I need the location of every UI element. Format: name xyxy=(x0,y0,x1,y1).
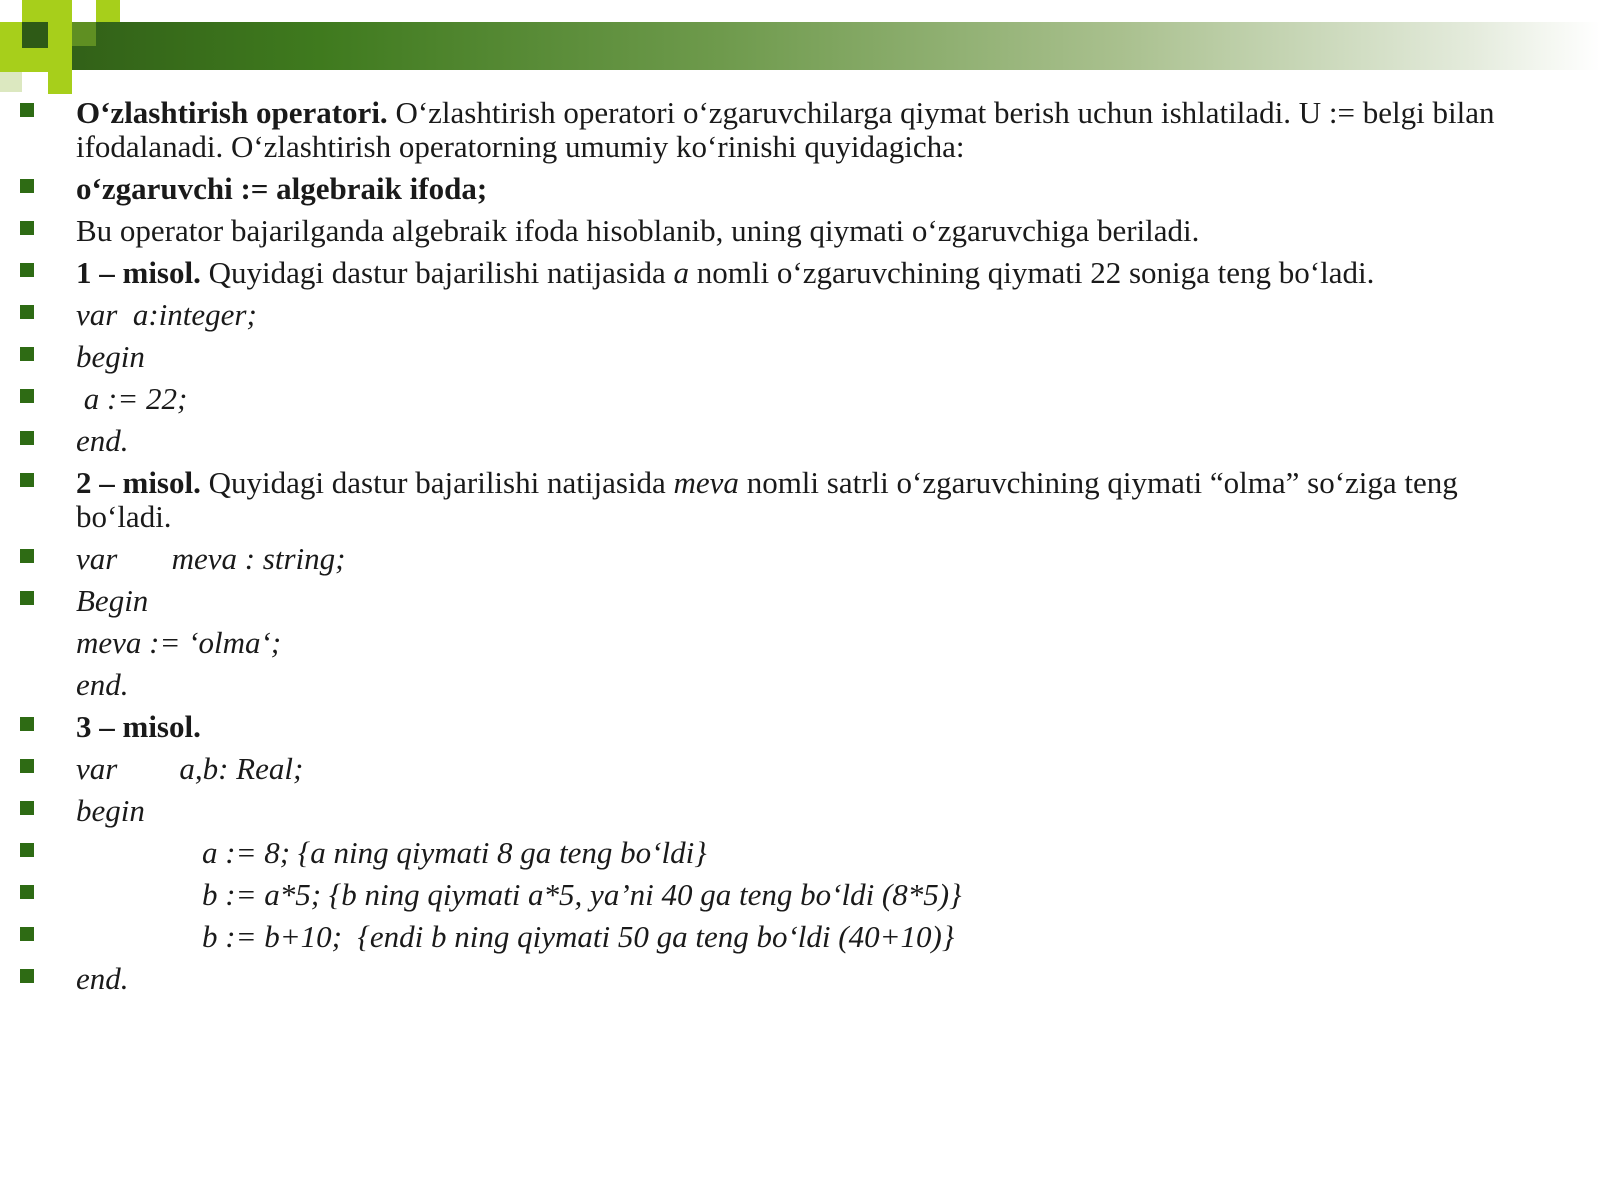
corner-square-decoration xyxy=(96,0,120,22)
code-text: meva := ‘olma‘; xyxy=(76,625,282,660)
square-bullet-icon xyxy=(20,221,34,235)
code-text: end. xyxy=(76,667,129,702)
code-text: end. xyxy=(76,961,129,996)
code-line xyxy=(0,424,1560,458)
square-bullet-icon xyxy=(20,473,34,487)
example-label: 3 – misol. xyxy=(76,709,201,744)
square-bullet-icon xyxy=(20,347,34,361)
code-line xyxy=(0,340,1560,374)
code-line xyxy=(0,962,1560,996)
code-text: a := 22; xyxy=(76,381,188,416)
code-line xyxy=(0,668,1560,702)
square-bullet-icon xyxy=(20,969,34,983)
square-bullet-icon xyxy=(20,179,34,193)
corner-square-decoration xyxy=(0,72,22,92)
paragraph xyxy=(0,214,1560,248)
square-bullet-icon xyxy=(20,717,34,731)
square-bullet-icon xyxy=(20,263,34,277)
code-line xyxy=(0,920,1560,954)
code-line xyxy=(0,878,1560,912)
code-text: end. xyxy=(76,423,129,458)
code-text: var a,b: Real; xyxy=(76,751,304,786)
code-text: a := 8; {a ning qiymati 8 ga teng bo‘ldi} xyxy=(202,835,707,870)
slide-content xyxy=(0,96,1560,1004)
code-text: b := b+10; {endi b ning qiymati 50 ga teng bo‘ldi (40+10)} xyxy=(202,919,955,954)
code-line xyxy=(0,626,1560,660)
corner-square-decoration xyxy=(22,22,48,48)
paragraph xyxy=(0,96,1560,164)
square-bullet-icon xyxy=(20,389,34,403)
paragraph-text: Quyidagi dastur bajarilishi natijasida xyxy=(200,255,674,290)
code-line xyxy=(0,584,1560,618)
code-line xyxy=(0,752,1560,786)
variable-name: meva xyxy=(673,465,739,500)
example-label: 2 – misol. xyxy=(76,465,201,500)
term-heading: O‘zlashtirish operatori. xyxy=(76,95,388,130)
code-text: Begin xyxy=(76,583,149,618)
variable-name: a xyxy=(673,255,690,290)
example-heading xyxy=(0,466,1560,534)
paragraph-text: Bu operator bajarilganda algebraik ifoda hisoblanib, uning qiymati o‘zgaruvchiga beriladi. xyxy=(76,213,1200,248)
square-bullet-icon xyxy=(20,591,34,605)
code-line xyxy=(0,836,1560,870)
corner-square-decoration xyxy=(48,72,72,94)
code-text: begin xyxy=(76,793,145,828)
paragraph-text: nomli o‘zgaruvchining qiymati 22 soniga teng bo‘ladi. xyxy=(689,255,1375,290)
square-bullet-icon xyxy=(20,103,34,117)
code-text: var a:integer; xyxy=(76,297,257,332)
paragraph-text: nomli satrli o‘zgaruvchining qiymati “olma” so‘ziga teng bo‘ladi. xyxy=(76,465,1458,534)
square-bullet-icon xyxy=(20,759,34,773)
square-bullet-icon xyxy=(20,843,34,857)
code-line xyxy=(0,298,1560,332)
square-bullet-icon xyxy=(20,431,34,445)
code-text: var meva : string; xyxy=(76,541,346,576)
code-line xyxy=(0,794,1560,828)
corner-square-decoration xyxy=(72,22,96,46)
corner-square-decoration xyxy=(0,0,22,22)
example-label: 1 – misol. xyxy=(76,255,201,290)
paragraph-text: O‘zlashtirish operatori o‘zgaruvchilarga qiymat berish uchun ishlatiladi. U := belgi bilan ifodalanadi. O‘zlashtirish operatorning umumiy ko‘rinishi quyidagicha: xyxy=(76,95,1495,164)
square-bullet-icon xyxy=(20,801,34,815)
code-text: begin xyxy=(76,339,145,374)
paragraph xyxy=(0,172,1560,206)
example-heading xyxy=(0,256,1560,290)
square-bullet-icon xyxy=(20,305,34,319)
square-bullet-icon xyxy=(20,549,34,563)
code-line xyxy=(0,542,1560,576)
code-text: b := a*5; {b ning qiymati a*5, ya’ni 40 ga teng bo‘ldi (8*5)} xyxy=(202,877,962,912)
title-bar-decoration xyxy=(0,22,1600,70)
code-line xyxy=(0,382,1560,416)
paragraph-text: Quyidagi dastur bajarilishi natijasida xyxy=(200,465,674,500)
square-bullet-icon xyxy=(20,927,34,941)
syntax-line: o‘zgaruvchi := algebraik ifoda; xyxy=(76,171,488,206)
square-bullet-icon xyxy=(20,885,34,899)
example-heading xyxy=(0,710,1560,744)
